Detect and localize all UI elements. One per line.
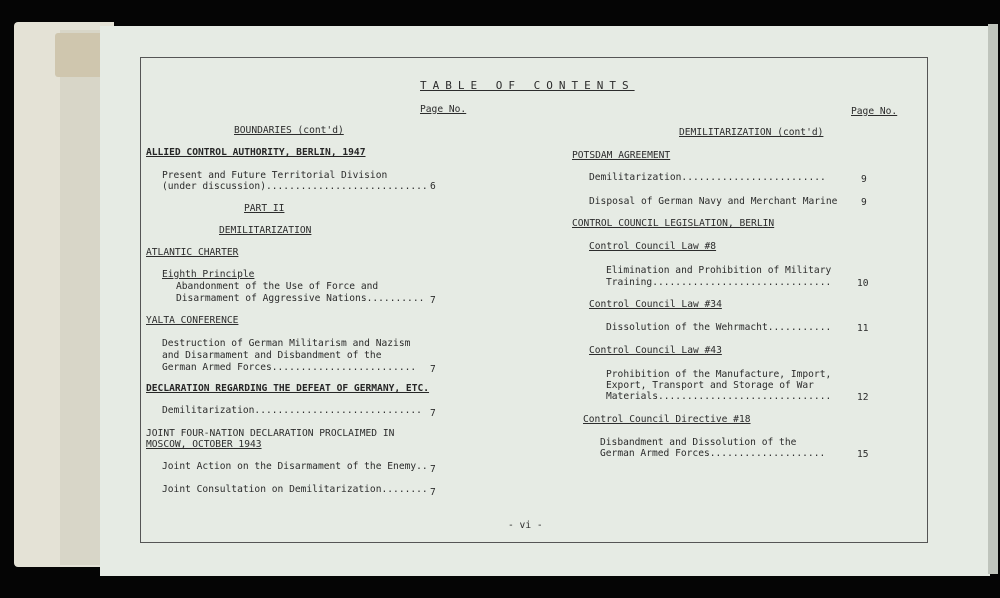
page-footer: - vi - [508,520,543,531]
toc-entry-text: and Disarmament and Disbandment of the [162,350,382,361]
toc-subsection-law8: Control Council Law #8 [589,241,717,252]
toc-entry-text: Demilitarization......................... [589,172,826,183]
toc-entry-text: Training............................... [606,277,832,288]
section-heading-demil: DEMILITARIZATION [219,225,312,236]
page-no-label-left: Page No. [420,104,467,115]
toc-page-number: 12 [857,392,869,403]
toc-page-number: 10 [857,278,869,289]
toc-entry-text: German Armed Forces.................... [600,448,826,459]
toc-section-joint: MOSCOW, OCTOBER 1943 [146,439,262,450]
toc-entry-text: Demilitarization............................. [162,405,422,416]
toc-subsection-dir18: Control Council Directive #18 [583,414,751,425]
toc-page-number: 9 [861,197,867,208]
toc-entry-text: Export, Transport and Storage of War [606,380,814,391]
toc-page-number: 7 [430,295,436,306]
toc-entry-text: German Armed Forces......................... [162,362,417,373]
toc-page-number: 11 [857,323,869,334]
toc-section-yalta: YALTA CONFERENCE [146,315,239,326]
toc-section-declaration: DECLARATION REGARDING THE DEFEAT OF GERMANY, ETC. [146,383,430,394]
toc-subsection-eighth: Eighth Principle [162,269,255,280]
toc-subsection-law34: Control Council Law #34 [589,299,722,310]
toc-entry-text: Dissolution of the Wehrmacht........... [606,322,832,333]
toc-page-number: 7 [430,464,436,475]
page-no-label-right: Page No. [851,106,898,117]
toc-entry-text: Disbandment and Dissolution of the [600,437,797,448]
left-heading: BOUNDARIES (cont'd) [234,125,344,136]
toc-page-number: 6 [430,181,436,192]
toc-entry-text: Prohibition of the Manufacture, Import, [606,369,832,380]
toc-entry-text: Joint Action on the Disarmament of the Enemy.. [162,461,428,472]
document-title: TABLE OF CONTENTS [420,79,635,92]
toc-entry-text: Disarmament of Aggressive Nations.......... [176,293,425,304]
toc-entry-text: Elimination and Prohibition of Military [606,265,832,276]
part-heading: PART II [244,203,285,214]
toc-entry-text: Abandonment of the Use of Force and [176,281,379,292]
toc-subsection-law43: Control Council Law #43 [589,345,722,356]
paper-tab [55,33,103,77]
toc-page-number: 7 [430,408,436,419]
page-right-edge [988,24,998,574]
toc-entry-text: Present and Future Territorial Division [162,170,388,181]
toc-page-number: 9 [861,174,867,185]
toc-section-joint: JOINT FOUR-NATION DECLARATION PROCLAIMED IN [146,428,395,439]
toc-page-number: 7 [430,364,436,375]
toc-entry-text: Materials.............................. [606,391,832,402]
toc-entry-text: (under discussion)............................ [162,181,428,192]
toc-section-acc: ALLIED CONTROL AUTHORITY, BERLIN, 1947 [146,147,366,158]
toc-entry-text: Disposal of German Navy and Merchant Marine [589,196,838,207]
toc-entry-text: Joint Consultation on Demilitarization........ [162,484,428,495]
toc-page-number: 15 [857,449,869,460]
toc-entry-text: Destruction of German Militarism and Nazism [162,338,411,349]
toc-section-ccl: CONTROL COUNCIL LEGISLATION, BERLIN [572,218,775,229]
toc-page-number: 7 [430,487,436,498]
toc-section-atlantic: ATLANTIC CHARTER [146,247,239,258]
right-heading: DEMILITARIZATION (cont'd) [679,127,824,138]
toc-section-potsdam: POTSDAM AGREEMENT [572,150,671,161]
